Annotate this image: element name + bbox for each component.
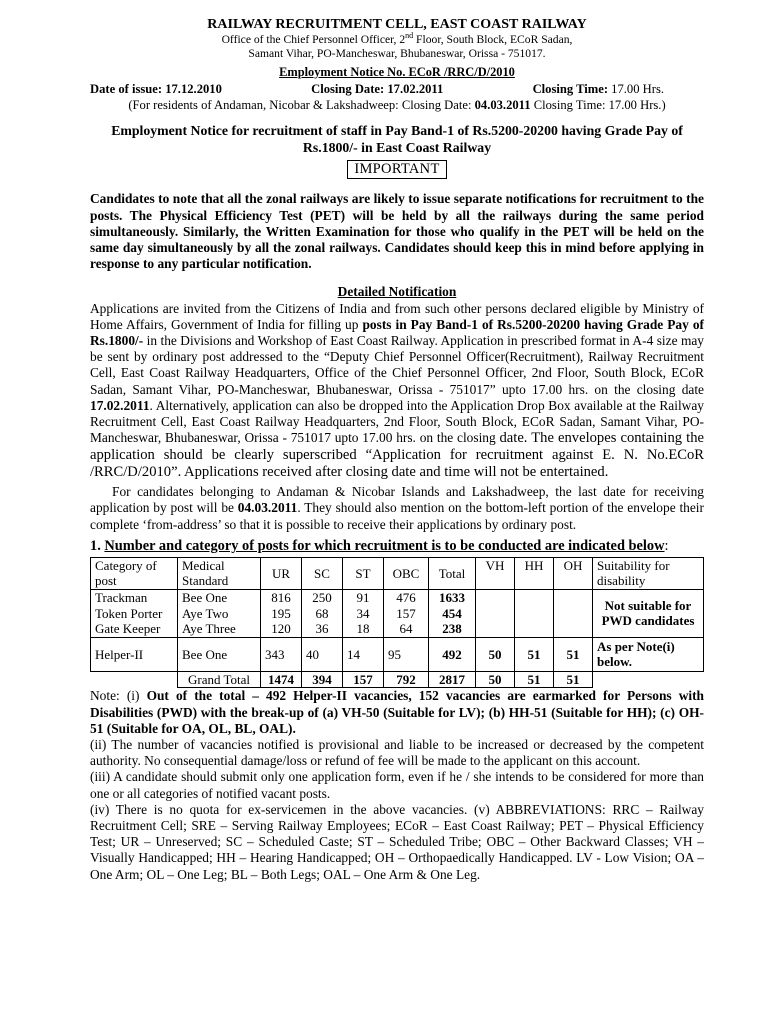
cell-post: Token Porter — [91, 606, 178, 622]
cell-hh — [515, 621, 554, 637]
cell-obc: 95 — [384, 637, 429, 671]
cell-oh — [554, 590, 593, 606]
cell-oh: 51 — [554, 637, 593, 671]
cell-total: 454 — [429, 606, 476, 622]
th-medical: Medical Standard — [178, 557, 261, 589]
note-1: Note: (i) Out of the total – 492 Helper-II vacancies, 152 vacancies are earmarked for Persons with Disabilities (PWD) with the break-up of (a) VH-50 (Suitable for LV); (b) HH-51 (Suitable for HH); (c) OH-51 (Suitable for OA, OL, BL, OAL). — [90, 688, 704, 736]
cell-ur: 816 — [261, 590, 302, 606]
detailed-heading: Detailed Notification — [337, 284, 457, 300]
cell-st: 18 — [343, 621, 384, 637]
grand-oh: 51 — [554, 671, 593, 688]
grand-vh: 50 — [476, 671, 515, 688]
grand-total-row — [91, 671, 704, 688]
address-line-1 — [90, 33, 704, 47]
note-3: (iii) A candidate should submit only one application form, even if he / she intends to be considered for more than one or all categories of notified vacant posts. — [90, 769, 704, 801]
th-vh: VH — [476, 557, 515, 589]
cell-oh — [554, 606, 593, 622]
cell-medical: Bee One — [178, 590, 261, 606]
notice-number: Employment Notice No. ECoR /RRC/D/2010 — [279, 65, 515, 79]
notice-title: Employment Notice for recruitment of staff in Pay Band-1 of Rs.5200-20200 having Grade Pay of Rs.1800/- in East Coast Railway — [111, 123, 683, 156]
cell-post: Gate Keeper — [91, 621, 178, 637]
note-2: (ii) The number of vacancies notified is provisional and liable to be increased or decreased by the competent authority. No consequential damage/loss or refund of fee will be made to the applicant on this account. — [90, 737, 704, 769]
cell-total: 492 — [429, 637, 476, 671]
th-st: ST — [343, 557, 384, 589]
cell-obc: 476 — [384, 590, 429, 606]
table-row — [91, 590, 704, 606]
dates-row — [90, 81, 704, 97]
cell-medical: Aye Three — [178, 621, 261, 637]
detailed-paragraph-2: For candidates belonging to Andaman & Nicobar Islands and Lakshadweep, the last date for receiving application by post will be 04.03.2011. They should also mention on the bottom-left portion of the envelope their complete ‘from-address’ so that it is possible to receive their applications by ordinary post. — [90, 484, 704, 532]
cell-total: 1633 — [429, 590, 476, 606]
org-title: RAILWAY RECRUITMENT CELL, EAST COAST RAILWAY — [207, 17, 587, 32]
address-sup: nd — [405, 31, 414, 41]
cell-total: 238 — [429, 621, 476, 637]
th-sc: SC — [302, 557, 343, 589]
th-category: Category of post — [91, 557, 178, 589]
closing-date: Closing Date: 17.02.2011 — [311, 82, 444, 96]
detailed-paragraph-1: Applications are invited from the Citizens of India and from such other persons declared eligible by Ministry of Home Affairs, Government of India for filling up posts in Pay Band-1 of Rs.5200-20200 having Grade Pay of Rs.1800/- in the Divisions and Workshop of East Coast Railway. Application in prescribed format in A-4 size may be sent by ordinary post addressed to the “Deputy Chief Personnel Officer(Recruitment), Railway Recruitment Cell, East Coast Railway Headquarters, Office of the Chief Personnel Officer, 2nd Floor, South Block, ECoR Sadan, Samant Vihar, PO-Mancheswar, Bhubaneswar, Orissa - 751017” upto 17.00 hrs. on the closing date 17.02.2011. Alternatively, application can also be dropped into the Application Drop Box available at the Railway Recruitment Cell, East Coast Railway Headquarters, 2nd Floor, South Block, ECoR Sadan, Samant Vihar, PO-Mancheswar, Bhubaneswar, Orissa - 751017 upto 17.00 hrs. on the closing date. The envelopes containing the application should be clearly superscribed “Application for recruitment against E. N. No.ECoR /RRC/D/2010”. Applications received after closing date and time will not be entertained. — [90, 300, 704, 481]
cell-vh — [476, 606, 515, 622]
islands-closing: (For residents of Andaman, Nicobar & Lakshadweep: Closing Date: 04.03.2011 Closing Time: 17.00 Hrs.) — [128, 98, 666, 113]
table-header-row — [91, 557, 704, 589]
grand-total-label: Grand Total — [178, 671, 261, 688]
cell-obc: 157 — [384, 606, 429, 622]
address-line-2: Samant Vihar, PO-Mancheswar, Bhubaneswar, Orissa - 751017. — [248, 47, 546, 60]
important-label: IMPORTANT — [347, 160, 446, 179]
cell-medical: Aye Two — [178, 606, 261, 622]
as-per-note-cell: As per Note(i) below. — [593, 637, 704, 671]
cell-sc: 36 — [302, 621, 343, 637]
grand-st: 157 — [343, 671, 384, 688]
cell-vh — [476, 621, 515, 637]
grand-total: 2817 — [429, 671, 476, 688]
th-ur: UR — [261, 557, 302, 589]
grand-obc: 792 — [384, 671, 429, 688]
important-wrap — [90, 160, 704, 179]
cell-sc: 40 — [302, 637, 343, 671]
cell-vh — [476, 590, 515, 606]
cell-medical: Bee One — [178, 637, 261, 671]
section-1-heading: 1. Number and category of posts for which recruitment is to be conducted are indicated below: — [90, 537, 669, 554]
document-page — [90, 16, 704, 883]
th-oh: OH — [554, 557, 593, 589]
grand-sc: 394 — [302, 671, 343, 688]
cell-post: Helper-II — [91, 637, 178, 671]
address-1b: Floor, South Block, ECoR Sadan, — [413, 33, 573, 46]
table-row — [91, 637, 704, 671]
cell-hh — [515, 606, 554, 622]
important-text: Candidates to note that all the zonal railways are likely to issue separate notifications for recruitment to the posts. The Physical Efficiency Test (PET) will be held by all the railways during the same period simultaneously. Similarly, the Written Examination for those who qualify in the PET will be held on the same day simultaneously by all the zonal railways. Candidates should keep this in mind before applying in response to any particular notification. — [90, 191, 704, 272]
address-1a: Office of the Chief Personnel Officer, 2 — [221, 33, 406, 46]
notes-block — [90, 688, 704, 882]
th-hh: HH — [515, 557, 554, 589]
grand-ur: 1474 — [261, 671, 302, 688]
issue-date: Date of issue: 17.12.2010 — [90, 82, 222, 96]
th-total: Total — [429, 557, 476, 589]
th-suitability: Suitability for disability — [593, 557, 704, 589]
cell-st: 14 — [343, 637, 384, 671]
cell-ur: 120 — [261, 621, 302, 637]
cell-ur: 195 — [261, 606, 302, 622]
cell-obc: 64 — [384, 621, 429, 637]
posts-table — [90, 557, 704, 689]
not-suitable-cell: Not suitable for PWD candidates — [593, 590, 704, 638]
th-obc: OBC — [384, 557, 429, 589]
cell-vh: 50 — [476, 637, 515, 671]
cell-ur: 343 — [261, 637, 302, 671]
grand-hh: 51 — [515, 671, 554, 688]
cell-oh — [554, 621, 593, 637]
cell-st: 91 — [343, 590, 384, 606]
cell-sc: 250 — [302, 590, 343, 606]
cell-st: 34 — [343, 606, 384, 622]
note-4: (iv) There is no quota for ex-servicemen in the above vacancies. (v) ABBREVIATIONS: RRC – Railway Recruitment Cell; SRE – Serving Railway Employees; ECoR – East Coast Railway; PET – Physical Efficiency Test; UR – Unreserved; SC – Scheduled Caste; ST – Scheduled Tribe; OBC – Other Backward Classes; VH – Visually Handicapped; HH – Hearing Handicapped; OH – Orthopaedically Handicapped. LV - Low Vision; OA – One Arm; OL – One Leg; BL – Both Legs; OAL – One Arm & One Leg. — [90, 801, 704, 882]
cell-post: Trackman — [91, 590, 178, 606]
cell-sc: 68 — [302, 606, 343, 622]
closing-time: Closing Time: 17.00 Hrs. — [532, 82, 664, 96]
cell-hh: 51 — [515, 637, 554, 671]
cell-hh — [515, 590, 554, 606]
